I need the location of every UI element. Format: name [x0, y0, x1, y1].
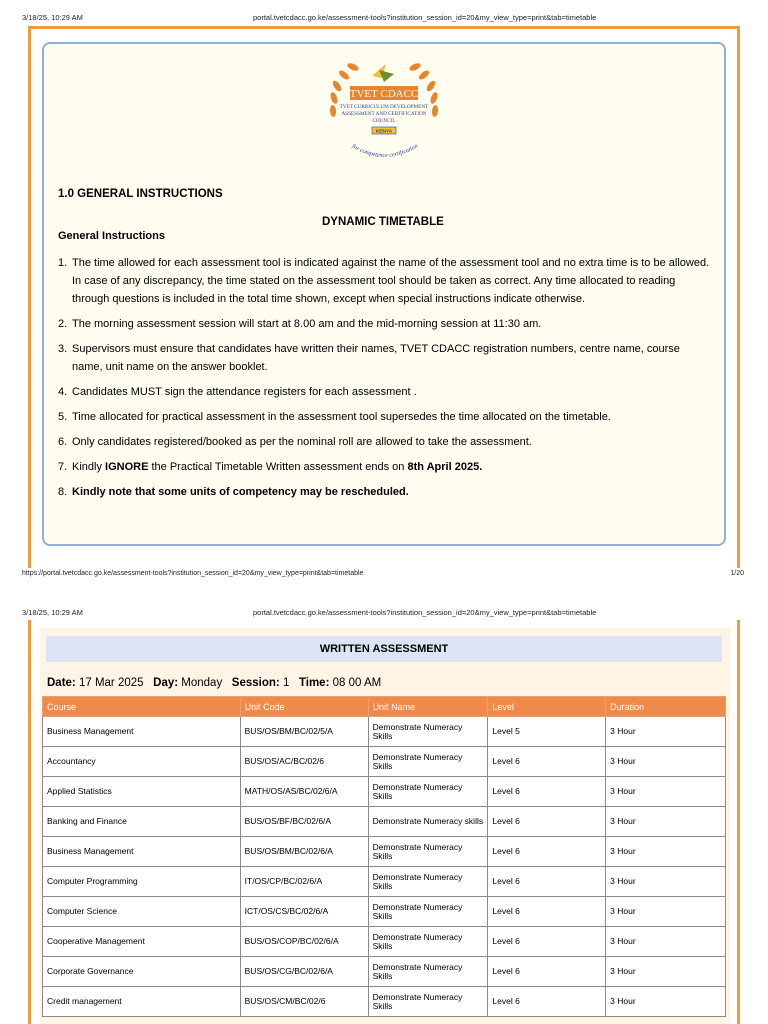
list-item: 8. Kindly note that some units of competency may be rescheduled. [58, 486, 409, 498]
svg-text:for competence certification [351, 143, 419, 159]
timetable-heading: DYNAMIC TIMETABLE [322, 216, 444, 228]
footer-url: https://portal.tvetcdacc.go.ke/assessment-tools?institution_session_id=20&my_view_type=print&tab=timetable [22, 570, 364, 577]
timetable-table [42, 696, 726, 1017]
table-row: Business Management BUS/OS/BM/BC/02/6/A Demonstrate Numeracy Skills Level 6 3 Hour [43, 837, 726, 867]
list-item: 3. Supervisors must ensure that candidates have written their names, TVET CDACC registration numbers, centre name, course name, unit name on the answer booklet. [58, 343, 680, 373]
col-course: Course [43, 697, 241, 717]
table-row: Corporate Governance BUS/OS/CG/BC/02/6/A Demonstrate Numeracy Skills Level 6 3 Hour [43, 957, 726, 987]
print-url: portal.tvetcdacc.go.ke/assessment-tools?institution_session_id=20&my_view_type=print&tab=timetable [253, 608, 597, 617]
print-datetime: 3/18/25, 10:29 AM [22, 13, 83, 22]
table-row: Computer Programming IT/OS/CP/BC/02/6/A Demonstrate Numeracy Skills Level 6 3 Hour [43, 867, 726, 897]
session-day: Monday [181, 677, 223, 689]
written-assessment-title: WRITTEN ASSESSMENT [46, 636, 722, 662]
page-number: 1/20 [730, 570, 744, 577]
list-item: 2. The morning assessment session will start at 8.00 am and the mid-morning session at 11:30 am. [58, 318, 542, 330]
logo-acronym: TVET CDACC [349, 88, 419, 100]
col-level: Level [488, 697, 606, 717]
logo-line3: COUNCIL [372, 118, 396, 124]
table-row: Accountancy BUS/OS/AC/BC/02/6 Demonstrate Numeracy Skills Level 6 3 Hour [43, 747, 726, 777]
table-row: Banking and Finance BUS/OS/BF/BC/02/6/A Demonstrate Numeracy skills Level 6 3 Hour [43, 807, 726, 837]
list-item: 5. Time allocated for practical assessment in the assessment tool supersedes the time allocated on the timetable. [58, 411, 611, 423]
print-datetime: 3/18/25, 10:29 AM [22, 608, 83, 617]
session-number: 1 [282, 677, 290, 689]
list-item: 1. The time allowed for each assessment tool is indicated against the name of the assessment tool and no extra time is to be allowed. In case of any discrepancy, the time stated on the assessment tool should be taken as correct. Any time allocated to reading through questions is included in the total time shown, except when special instructions indicate otherwise. [58, 257, 710, 305]
cdacc-logo [324, 56, 444, 168]
table-row: Business Management BUS/OS/BM/BC/02/5/A Demonstrate Numeracy Skills Level 5 3 Hour [43, 717, 726, 747]
section-heading: 1.0 GENERAL INSTRUCTIONS [58, 188, 223, 200]
session-meta: Date: 17 Mar 2025 Day: Monday Session: 1 Time: 08 00 AM [47, 677, 382, 689]
logo-motto: for competence certification [350, 142, 420, 160]
col-unit-code: Unit Code [240, 697, 368, 717]
general-instructions-heading: General Instructions [58, 230, 165, 242]
table-row: Computer Science ICT/OS/CS/BC/02/6/A Demonstrate Numeracy Skills Level 6 3 Hour [43, 897, 726, 927]
col-unit-name: Unit Name [368, 697, 488, 717]
table-row: Cooperative Management BUS/OS/COP/BC/02/6/A Demonstrate Numeracy Skills Level 6 3 Hour [43, 927, 726, 957]
session-time: 08 00 AM [332, 677, 382, 689]
logo-badge: KENYA [375, 129, 393, 135]
session-date: 17 Mar 2025 [78, 677, 144, 689]
print-url: portal.tvetcdacc.go.ke/assessment-tools?institution_session_id=20&my_view_type=print&tab=timetable [253, 13, 597, 22]
list-item: 6. Only candidates registered/booked as per the nominal roll are allowed to take the assessment. [58, 436, 532, 448]
logo-line1: TVET CURRICULUM DEVELOPMENT [339, 104, 429, 110]
list-item: 7. Kindly IGNORE the Practical Timetable Written assessment ends on 8th April 2025. [58, 461, 483, 473]
col-duration: Duration [606, 697, 726, 717]
instructions-list [58, 254, 710, 508]
table-row: Applied Statistics MATH/OS/AS/BC/02/6/A Demonstrate Numeracy Skills Level 6 3 Hour [43, 777, 726, 807]
table-row: Credit management BUS/OS/CM/BC/02/6 Demonstrate Numeracy Skills Level 6 3 Hour [43, 987, 726, 1017]
table-header-row [43, 697, 726, 717]
list-item: 4. Candidates MUST sign the attendance registers for each assessment . [58, 386, 417, 398]
logo-line2: ASSESSMENT AND CERTIFICATION [341, 111, 427, 117]
